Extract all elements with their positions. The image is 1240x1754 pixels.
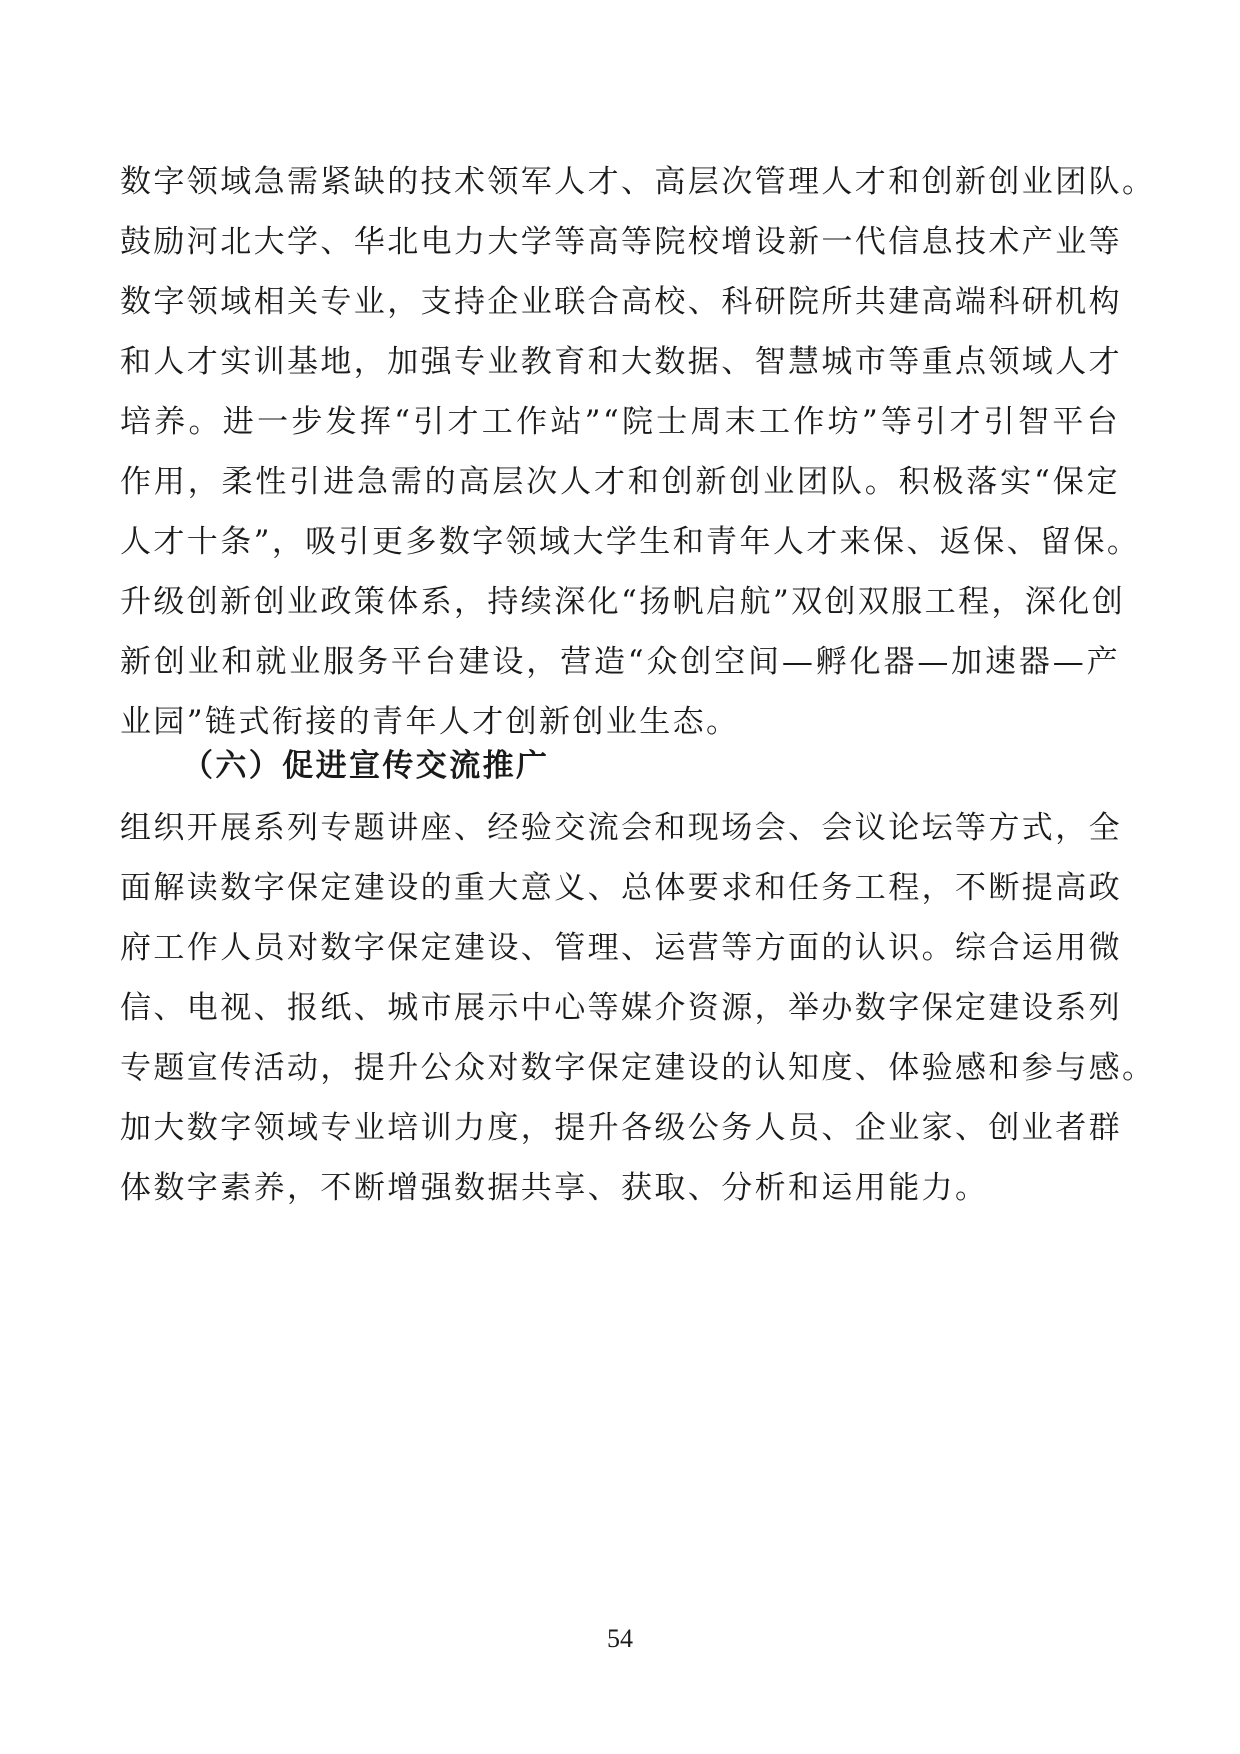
text-line: 数字领域急需紧缺的技术领军人才、高层次管理人才和创新创业团队。 bbox=[120, 164, 1156, 200]
text-line: 体数字素养，不断增强数据共享、获取、分析和运用能力。 bbox=[120, 1170, 989, 1206]
section-heading: （六）促进宣传交流推广 bbox=[182, 748, 550, 784]
text-line: 培养。进一步发挥“引才工作站”“院士周末工作坊”等引才引智平台 bbox=[120, 404, 1120, 440]
text-line: 加大数字领域专业培训力度，提升各级公务人员、企业家、创业者群 bbox=[120, 1110, 1122, 1146]
text-line: 府工作人员对数字保定建设、管理、运营等方面的认识。综合运用微 bbox=[120, 930, 1122, 966]
text-line: 数字领域相关专业，支持企业联合高校、科研院所共建高端科研机构 bbox=[120, 284, 1122, 320]
text-line: 组织开展系列专题讲座、经验交流会和现场会、会议论坛等方式，全 bbox=[120, 810, 1122, 846]
text-line: 信、电视、报纸、城市展示中心等媒介资源，举办数字保定建设系列 bbox=[120, 990, 1122, 1026]
text-line: 鼓励河北大学、华北电力大学等高等院校增设新一代信息技术产业等 bbox=[120, 224, 1122, 260]
text-line: 面解读数字保定建设的重大意义、总体要求和任务工程，不断提高政 bbox=[120, 870, 1122, 906]
paragraph-talent-policy bbox=[120, 152, 1156, 752]
text-line: 人才十条”，吸引更多数字领域大学生和青年人才来保、返保、留保。 bbox=[120, 524, 1141, 560]
text-line: 升级创新创业政策体系，持续深化“扬帆启航”双创双服工程，深化创 bbox=[120, 584, 1126, 620]
page-number: 54 bbox=[607, 1624, 633, 1653]
text-line: 专题宣传活动，提升公众对数字保定建设的认知度、体验感和参与感。 bbox=[120, 1050, 1156, 1086]
paragraph-publicity bbox=[120, 798, 1156, 1218]
text-line: 新创业和就业服务平台建设，营造“众创空间—孵化器—加速器—产 bbox=[120, 644, 1120, 680]
text-line: 作用，柔性引进急需的高层次人才和创新创业团队。积极落实“保定 bbox=[120, 464, 1120, 500]
text-line: 和人才实训基地，加强专业教育和大数据、智慧城市等重点领域人才 bbox=[120, 344, 1122, 380]
text-line: 业园”链式衔接的青年人才创新创业生态。 bbox=[120, 704, 740, 740]
